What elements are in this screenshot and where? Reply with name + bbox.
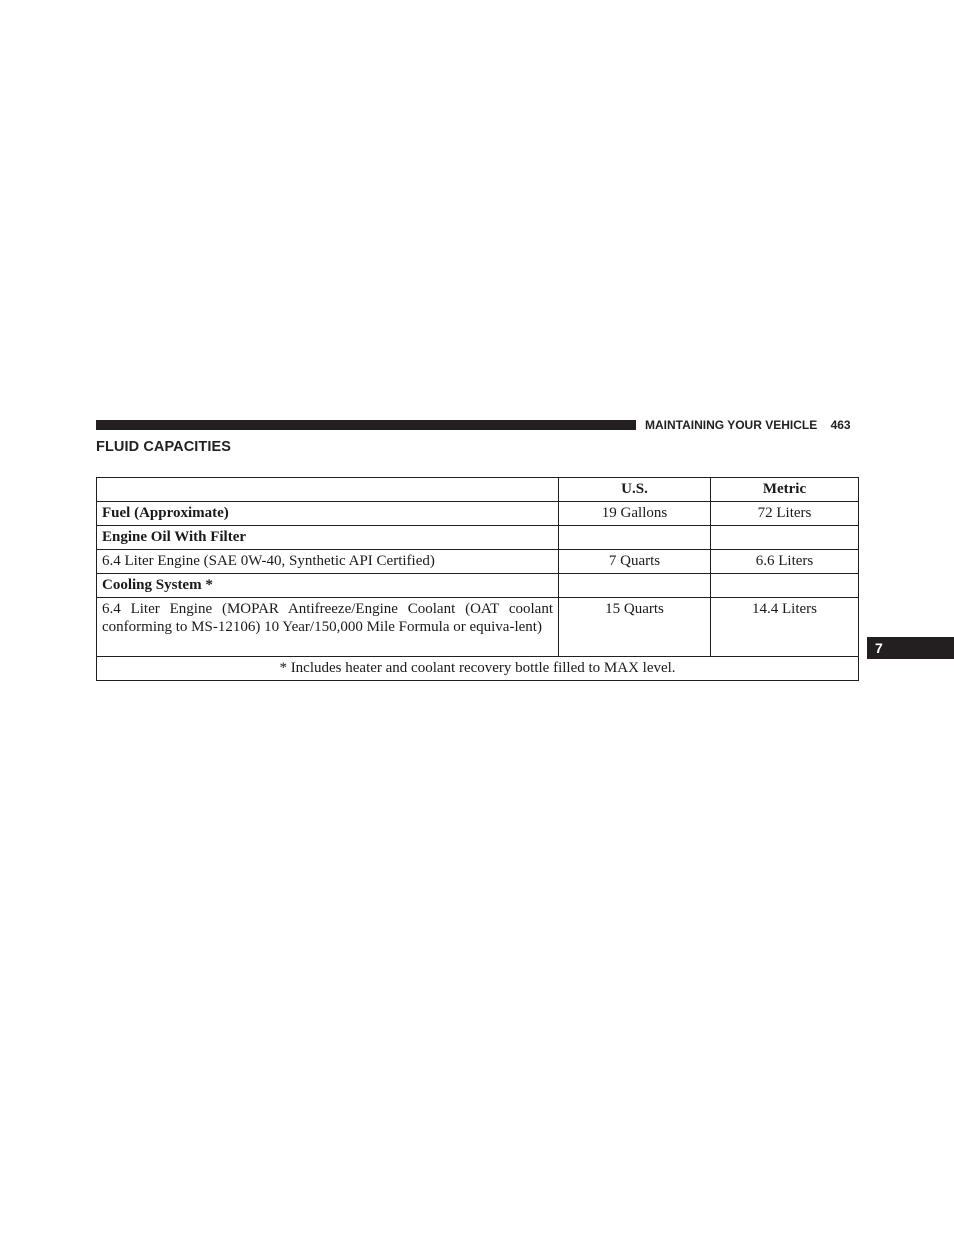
- page-number: 463: [830, 418, 851, 432]
- table-header-row: [97, 478, 859, 502]
- row-us-value: [559, 574, 711, 598]
- column-header-us: U.S.: [559, 478, 711, 502]
- row-us-value: [559, 526, 711, 550]
- row-metric-value: 6.6 Liters: [711, 550, 859, 574]
- running-header: [645, 418, 858, 432]
- row-us-value: 7 Quarts: [559, 550, 711, 574]
- row-us-value: 19 Gallons: [559, 502, 711, 526]
- row-metric-value: 72 Liters: [711, 502, 859, 526]
- table-row: [97, 502, 859, 526]
- table-row: [97, 526, 859, 550]
- row-metric-value: 14.4 Liters: [711, 598, 859, 657]
- row-label-cooling-system: Cooling System *: [97, 574, 559, 598]
- row-us-value: 15 Quarts: [559, 598, 711, 657]
- row-metric-value: [711, 574, 859, 598]
- chapter-number: 7: [875, 640, 883, 656]
- table-footnote-row: [97, 657, 859, 681]
- table-row: [97, 598, 859, 657]
- row-label-engine-oil-spec: 6.4 Liter Engine (SAE 0W-40, Synthetic API Certified): [97, 550, 559, 574]
- row-label-coolant-spec: 6.4 Liter Engine (MOPAR Antifreeze/Engine Coolant (OAT coolant conforming to MS-12106) 10 Year/150,000 Mile Formula or equiva-lent): [97, 598, 559, 657]
- table-row: [97, 574, 859, 598]
- header-rule-bar: [96, 420, 636, 430]
- chapter-tab: [867, 637, 954, 659]
- section-title: FLUID CAPACITIES: [96, 439, 232, 455]
- row-label-fuel: Fuel (Approximate): [97, 502, 559, 526]
- fluid-capacities-table: [96, 477, 859, 681]
- row-label-engine-oil: Engine Oil With Filter: [97, 526, 559, 550]
- row-metric-value: [711, 526, 859, 550]
- column-header-metric: Metric: [711, 478, 859, 502]
- running-header-title: MAINTAINING YOUR VEHICLE: [645, 418, 818, 432]
- table-row: [97, 550, 859, 574]
- column-header-item: [97, 478, 559, 502]
- table-footnote: * Includes heater and coolant recovery bottle filled to MAX level.: [97, 657, 859, 681]
